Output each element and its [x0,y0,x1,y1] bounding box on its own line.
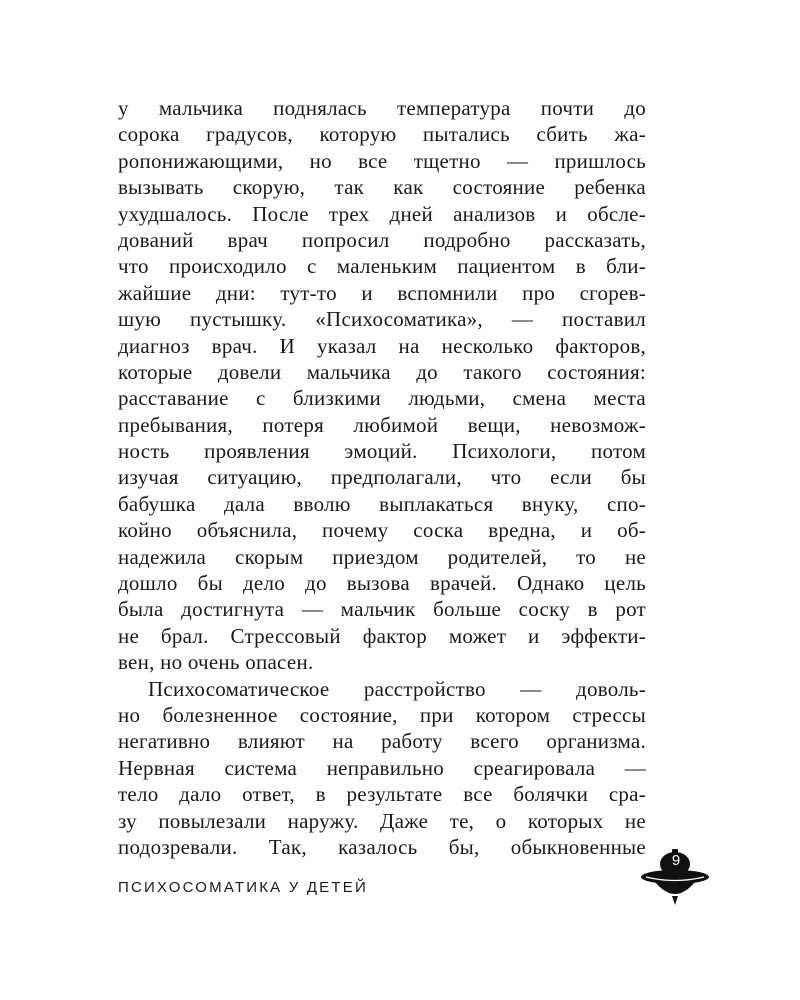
text-line: шую пустышку. «Психосоматика», — поставил [118,307,646,332]
text-line: вен, но очень опасен. [118,650,314,675]
text-line: изучая ситуацию, предполагали, что если бы [118,465,646,490]
body-text [118,95,646,860]
text-line: не брал. Стрессовый фактор может и эффекти- [118,623,646,648]
text-line: дований врач попросил подробно рассказать, [118,227,646,252]
text-line: зу повылезали наружу. Даже те, о которых не [118,808,646,833]
text-line: дошло бы дело до вызова врачей. Однако цель [118,571,646,596]
text-line: у мальчика поднялась температура почти до [118,96,646,120]
text-line: тело дало ответ, в результате все болячки сра- [118,782,646,807]
text-line: Психосоматическое расстройство — доволь- [148,676,646,701]
text-line: что происходило с маленьким пациентом в бли- [118,254,646,279]
running-title: ПСИХОСОМАТИКА У ДЕТЕЙ [118,879,368,896]
text-line: подозревали. Так, казалось бы, обыкновенные [118,834,646,859]
text-line: сорока градусов, которую пытались сбить жа- [118,122,646,147]
text-line: жайшие дни: тут-то и вспомнили про сгорев- [118,280,646,305]
text-line: расставание с близкими людьми, смена места [118,386,646,411]
text-line: ность проявления эмоций. Психологи, потом [118,439,646,464]
text-line: но болезненное состояние, при котором стрессы [118,702,646,727]
text-line: была достигнута — мальчик больше соску в рот [118,597,646,622]
text-line: вызывать скорую, так как состояние ребенка [118,175,646,200]
text-line: Нервная система неправильно среагировала — [118,755,646,780]
text-line: негативно влияют на работу всего организма. [118,729,646,754]
text-line: ухудшалось. После трех дней анализов и обсле- [118,201,646,226]
text-line: надежила скорым приездом родителей, то не [118,544,646,569]
text-line: диагноз врач. И указал на несколько факторов, [118,333,646,358]
text-line: которые довели мальчика до такого состояния: [118,359,646,384]
text-line: пребывания, потеря любимой вещи, невозмож- [118,412,646,437]
page-number: 9 [671,852,681,869]
text-line: ропонижающими, но все тщетно — пришлось [118,148,646,173]
text-line: койно объяснила, почему соска вредна, и об- [118,518,646,543]
text-line: бабушка дала вволю выплакаться внуку, спо- [118,491,646,516]
